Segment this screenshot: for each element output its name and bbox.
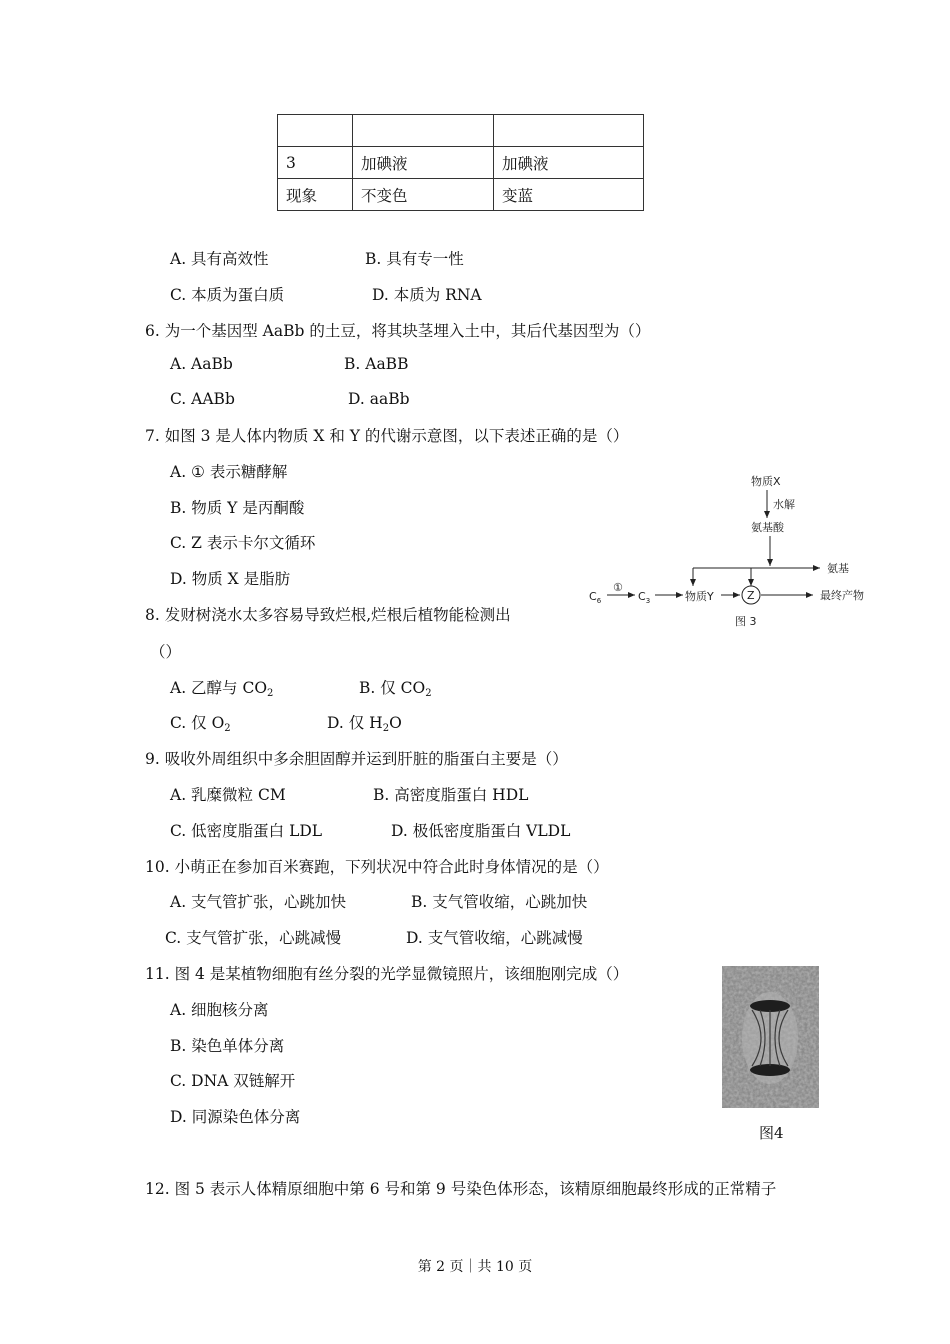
- figure-3-caption: 图 3: [735, 615, 757, 628]
- q7-option-c: C. Z 表示卡尔文循环: [170, 534, 316, 552]
- table-row: [278, 147, 644, 179]
- table-cell: 不变色: [353, 179, 494, 211]
- experiment-table: [277, 114, 644, 211]
- table-cell: [278, 115, 353, 147]
- q6-option-c: C. AABb: [170, 390, 235, 408]
- q5-option-a: A. 具有高效性: [170, 250, 269, 268]
- table-cell: 变蓝: [494, 179, 644, 211]
- label-c3: $C_3$: [638, 590, 651, 605]
- label-final-product: 最终产物: [820, 589, 864, 602]
- q8-option-c: C. 仅 $O_2$: [170, 714, 231, 734]
- table-cell: [494, 115, 644, 147]
- figure-4-micrograph: [722, 966, 819, 1108]
- q11-option-c: C. DNA 双链解开: [170, 1072, 296, 1090]
- q5-option-d: D. 本质为 RNA: [372, 286, 482, 304]
- table-row: [278, 115, 644, 147]
- q10-stem: 10. 小萌正在参加百米赛跑，下列状况中符合此时身体情况的是（）: [145, 858, 609, 876]
- q9-option-b: B. 高密度脂蛋白 HDL: [373, 786, 529, 804]
- table-cell: 现象: [278, 179, 353, 211]
- table-cell: 加碘液: [494, 147, 644, 179]
- q8-option-b: B. 仅 $CO_2$: [359, 679, 432, 699]
- q6-stem: 6. 为一个基因型 AaBb 的土豆，将其块茎埋入土中，其后代基因型为（）: [145, 322, 651, 340]
- q10-option-c: C. 支气管扩张，心跳减慢: [165, 929, 342, 947]
- q9-option-a: A. 乳糜微粒 CM: [170, 786, 286, 804]
- q8-option-d: D. 仅 $H_2O$: [327, 714, 402, 734]
- figure-3-metabolism-diagram: [585, 470, 885, 640]
- q9-option-c: C. 低密度脂蛋白 LDL: [170, 822, 323, 840]
- q9-option-d: D. 极低密度脂蛋白 VLDL: [391, 822, 571, 840]
- q8-stem: 8. 发财树浇水太多容易导致烂根,烂根后植物能检测出: [145, 606, 511, 624]
- q8-stem-cont: （）: [150, 643, 182, 661]
- q11-option-d: D. 同源染色体分离: [170, 1108, 301, 1126]
- q5-option-c: C. 本质为蛋白质: [170, 286, 285, 304]
- q11-stem: 11. 图 4 是某植物细胞有丝分裂的光学显微镜照片，该细胞刚完成（）: [145, 965, 629, 983]
- q10-option-b: B. 支气管收缩，心跳加快: [411, 893, 588, 911]
- q12-stem: 12. 图 5 表示人体精原细胞中第 6 号和第 9 号染色体形态，该精原细胞最终形成的正常精子: [145, 1180, 777, 1198]
- label-substance-y: 物质Y: [685, 590, 714, 603]
- figure-4-caption: 图4: [759, 1124, 784, 1142]
- label-substance-x: 物质X: [751, 475, 781, 488]
- q6-option-b: B. AaBB: [344, 355, 409, 373]
- table-cell: 3: [278, 147, 353, 179]
- table-cell: 加碘液: [353, 147, 494, 179]
- q10-option-d: D. 支气管收缩，心跳减慢: [406, 929, 583, 947]
- table-cell: [353, 115, 494, 147]
- q10-option-a: A. 支气管扩张，心跳加快: [170, 893, 347, 911]
- label-amino-acid: 氨基酸: [751, 521, 784, 534]
- label-hydrolysis: 水解: [773, 498, 795, 511]
- q7-option-b: B. 物质 Y 是丙酮酸: [170, 499, 305, 517]
- label-amino-group: 氨基: [827, 562, 849, 575]
- q7-stem: 7. 如图 3 是人体内物质 X 和 Y 的代谢示意图，以下表述正确的是（）: [145, 427, 629, 445]
- label-step-1: ①: [613, 581, 623, 594]
- q11-option-b: B. 染色单体分离: [170, 1037, 285, 1055]
- q11-option-a: A. 细胞核分离: [170, 1001, 269, 1019]
- page-footer: 第 2 页｜共 10 页: [417, 1259, 533, 1275]
- q7-option-a: A. ① 表示糖酵解: [170, 463, 288, 481]
- q6-option-a: A. AaBb: [170, 355, 233, 373]
- table-row: [278, 179, 644, 211]
- q9-stem: 9. 吸收外周组织中多余胆固醇并运到肝脏的脂蛋白主要是（）: [145, 750, 568, 768]
- q7-option-d: D. 物质 X 是脂肪: [170, 570, 291, 588]
- label-z: Z: [747, 589, 755, 602]
- q5-option-b: B. 具有专一性: [365, 250, 464, 268]
- q6-option-d: D. aaBb: [348, 390, 410, 408]
- label-c6: $C_6$: [589, 590, 602, 605]
- q8-option-a: A. 乙醇与 $CO_2$: [170, 679, 274, 699]
